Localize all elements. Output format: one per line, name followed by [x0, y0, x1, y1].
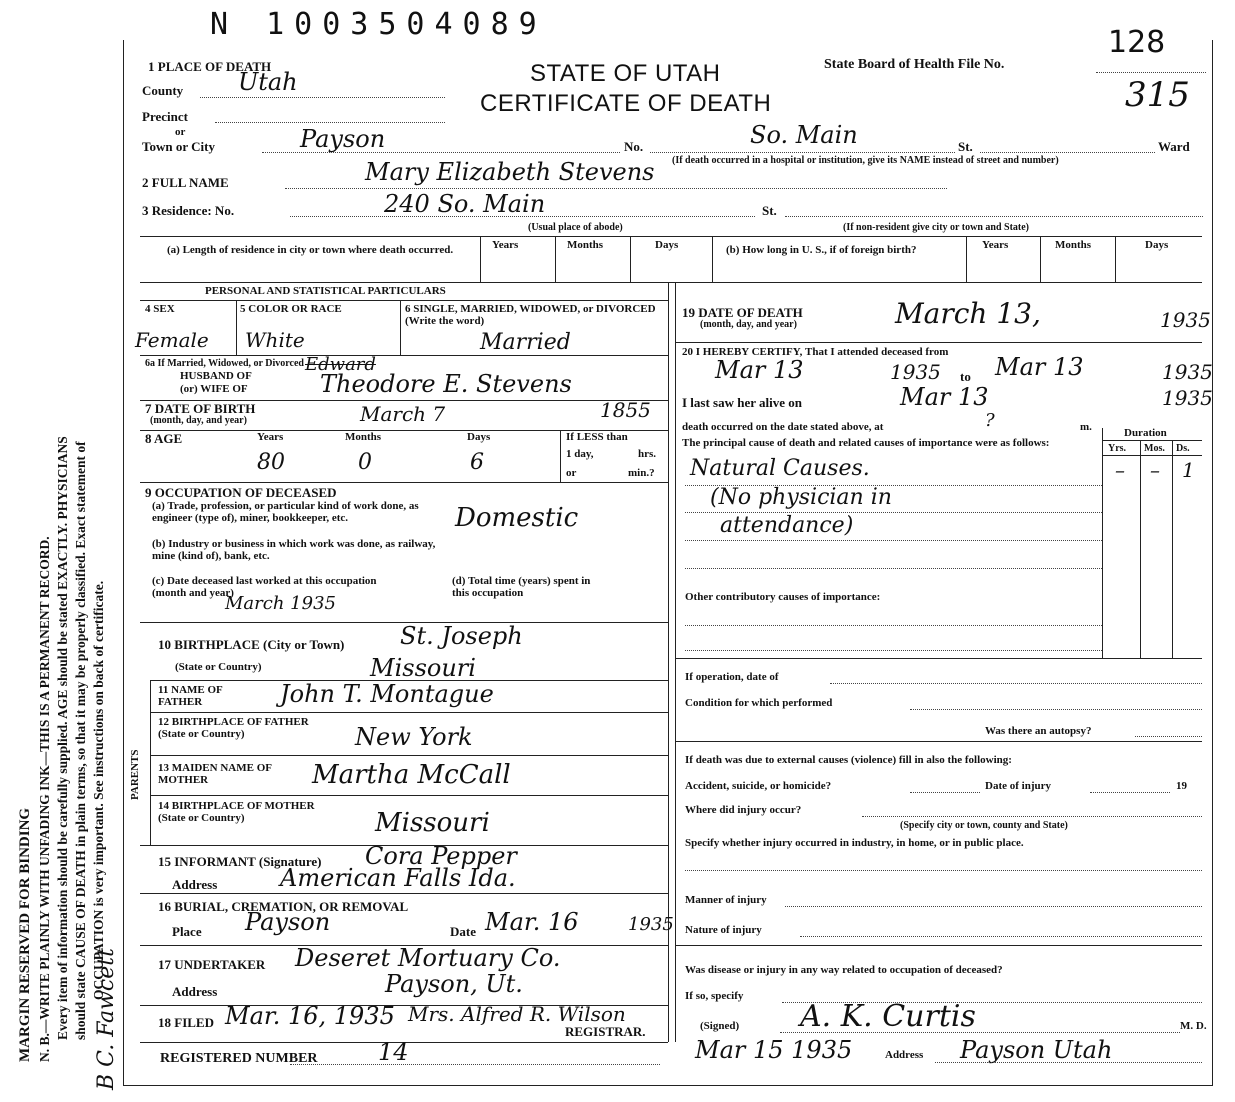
- mother-name: Martha McCall: [312, 760, 511, 790]
- burial-label: 16 BURIAL, CREMATION, OR REMOVAL: [158, 899, 409, 914]
- md-label: M. D.: [1180, 1020, 1207, 1032]
- physician-address: Payson Utah: [960, 1036, 1113, 1064]
- father-name: John T. Montague: [280, 680, 494, 708]
- spouse-label-3: (or) WIFE OF: [180, 383, 248, 395]
- margin-line-2: Every item of information should be carefully supplied. AGE should be stated EXACTLY. PHYSICIANS: [55, 436, 70, 1040]
- registered-number-label: REGISTERED NUMBER: [160, 1051, 318, 1066]
- date-of-death-year: 1935: [1160, 308, 1211, 332]
- last-saw-label: I last saw her alive on: [682, 395, 803, 410]
- ward-label: Ward: [1158, 139, 1190, 154]
- accident-label: Accident, suicide, or homicide?: [685, 780, 832, 792]
- mother-birthplace: Missouri: [375, 808, 490, 838]
- state-title: STATE OF UTAH: [530, 60, 721, 87]
- m-label: m.: [1080, 421, 1092, 433]
- manner-of-injury-label: Manner of injury: [685, 894, 767, 906]
- min-label: min.?: [628, 467, 655, 479]
- usual-abode-note: (Usual place of abode): [528, 222, 623, 233]
- occupation-d-label: (d) Total time (years) spent in this occupation: [452, 575, 591, 599]
- registrar-signature: Mrs. Alfred R. Wilson: [408, 1002, 626, 1026]
- hrs-label: hrs.: [638, 448, 657, 460]
- signed-label: (Signed): [700, 1020, 740, 1032]
- full-name-label: 2 FULL NAME: [142, 175, 229, 190]
- top-number: 128: [1108, 25, 1166, 60]
- specify-city-note: (Specify city or town, county and State): [900, 820, 1068, 831]
- death-hour: ?: [985, 410, 995, 431]
- margin-line-3: should state CAUSE OF DEATH in plain terms, so that it may be properly classified. Exact statement of: [73, 441, 88, 1040]
- lengths-bottom-rule: [140, 282, 1202, 283]
- cause-line-1: Natural Causes.: [690, 456, 870, 481]
- age-label: 8 AGE: [145, 431, 183, 446]
- parents-label: PARENTS: [129, 749, 141, 800]
- duration-days-value: 1: [1182, 458, 1195, 482]
- burial-place-label: Place: [172, 924, 202, 939]
- age-days-value: 6: [470, 450, 484, 475]
- precinct-label: Precinct: [142, 109, 188, 124]
- where-injury-label: Where did injury occur?: [685, 804, 802, 816]
- full-name-value: Mary Elizabeth Stevens: [365, 158, 655, 186]
- last-saw-year: 1935: [1162, 386, 1213, 410]
- town-label: Town or City: [142, 139, 215, 154]
- personal-header-rule: [140, 300, 668, 301]
- last-worked-value: March 1935: [225, 593, 336, 614]
- sex-label: 4 SEX: [145, 303, 175, 315]
- age-years-value: 80: [257, 450, 285, 475]
- occupation-b-label: (b) Industry or business in which work was done, as railway, mine (kind of), bank, etc.: [152, 538, 436, 562]
- attended-from: Mar 13: [715, 356, 804, 384]
- certificate-serial: N 1003504089: [210, 7, 547, 42]
- age-years-label: Years: [257, 431, 284, 443]
- duration-months-value: –: [1150, 458, 1160, 482]
- certificate-title: CERTIFICATE OF DEATH: [480, 90, 772, 117]
- condition-label: Condition for which performed: [685, 697, 833, 709]
- place-of-death-label: 1 PLACE OF DEATH: [148, 59, 272, 74]
- margin-line-4: OCCUPATION is very important. See instructions on back of certificate.: [91, 580, 106, 1000]
- residence-label: 3 Residence: No.: [142, 203, 235, 218]
- certification-date: Mar 15 1935: [695, 1036, 853, 1064]
- age-days-label: Days: [467, 431, 491, 443]
- dob-sub-label: (month, day, and year): [150, 415, 247, 426]
- left-border: [123, 40, 124, 1085]
- physician-address-label: Address: [885, 1049, 924, 1061]
- undertaker-address: Payson, Ut.: [385, 970, 523, 998]
- dob-value: March 7: [360, 402, 446, 426]
- length-residence-label: (a) Length of residence in city or town where death occurred.: [167, 244, 454, 256]
- informant-label: 15 INFORMANT (Signature): [158, 854, 322, 869]
- nature-of-injury-label: Nature of injury: [685, 924, 762, 936]
- operation-label: If operation, date of: [685, 671, 779, 683]
- filed-label: 18 FILED: [158, 1015, 214, 1030]
- occupation-c-label: (c) Date deceased last worked at this occupation (month and year): [152, 575, 377, 599]
- autopsy-label: Was there an autopsy?: [985, 725, 1092, 737]
- burial-place: Payson: [245, 908, 331, 936]
- other-causes-label: Other contributory causes of importance:: [685, 591, 881, 603]
- burial-date: Mar. 16: [485, 908, 579, 936]
- cause-line-3: attendance): [720, 513, 854, 538]
- county-value: Utah: [238, 68, 298, 96]
- or-label: or: [175, 126, 186, 138]
- father-birthplace-label: 12 BIRTHPLACE OF FATHER (State or Country): [158, 716, 309, 740]
- color-value: White: [245, 328, 305, 352]
- cause-line-2: (No physician in: [710, 485, 892, 510]
- marital-value: Married: [480, 330, 571, 355]
- us-days-header: Days: [1145, 239, 1169, 251]
- marital-label: 6 SINGLE, MARRIED, WIDOWED, or DIVORCED (Write the word): [405, 303, 656, 327]
- file-number: 315: [1125, 75, 1190, 115]
- filed-date: Mar. 16, 1935: [225, 1002, 395, 1030]
- external-causes-label: If death was due to external causes (violence) fill in also the following:: [685, 754, 1012, 766]
- if-so-specify-label: If so, specify: [685, 990, 744, 1002]
- age-months-label: Months: [345, 431, 382, 443]
- county-label: County: [142, 83, 184, 98]
- birthplace-label: 10 BIRTHPLACE (City or Town): [158, 637, 345, 652]
- dob-label: 7 DATE OF BIRTH: [145, 401, 256, 416]
- personal-header: PERSONAL AND STATISTICAL PARTICULARS: [205, 285, 446, 297]
- date-of-death-sub: (month, day, and year): [700, 319, 797, 330]
- informant-value: Cora Pepper: [365, 842, 517, 870]
- hospital-note: (If death occurred in a hospital or institution, give its NAME instead of street and number): [672, 155, 1059, 166]
- less-than-label: If LESS than: [566, 431, 628, 443]
- burial-date-label: Date: [450, 924, 476, 939]
- length-days-header: Days: [655, 239, 679, 251]
- date-of-injury-label: Date of injury: [985, 780, 1051, 792]
- dob-year: 1855: [600, 398, 651, 422]
- mother-name-label: 13 MAIDEN NAME OF MOTHER: [158, 762, 272, 786]
- injury-year-label: 19: [1176, 780, 1187, 792]
- color-label: 5 COLOR OR RACE: [240, 303, 342, 315]
- foreign-birth-label: (b) How long in U. S., if of foreign birth?: [726, 244, 917, 256]
- street-no-value: So. Main: [750, 121, 858, 149]
- certify-label: 20 I HEREBY CERTIFY, That I attended deceased from: [682, 346, 949, 358]
- occupation-a-label: (a) Trade, profession, or particular kind of work done, as engineer (type of), miner, bookkeeper, etc.: [152, 500, 419, 524]
- birthplace-city: St. Joseph: [400, 622, 523, 650]
- right-border: [1212, 40, 1213, 1085]
- or-min-label: or: [566, 467, 577, 479]
- last-saw-date: Mar 13: [900, 383, 989, 411]
- to-label: to: [960, 369, 971, 384]
- residence-st-label: St.: [762, 203, 777, 218]
- informant-address: American Falls Ida.: [280, 864, 516, 892]
- margin-line-1: N. B.—WRITE PLAINLY WITH UNFADING INK—THIS IS A PERMANENT RECORD.: [37, 536, 52, 1062]
- street-no-label: No.: [624, 139, 644, 154]
- bottom-border: [123, 1085, 1213, 1086]
- father-name-label: 11 NAME OF FATHER: [158, 684, 223, 708]
- age-months-value: 0: [358, 450, 372, 475]
- date-of-death-value: March 13,: [895, 297, 1041, 330]
- undertaker-value: Deseret Mortuary Co.: [295, 944, 561, 972]
- spouse-label-2: HUSBAND OF: [180, 370, 252, 382]
- death-time-label: death occurred on the date stated above, at: [682, 421, 884, 433]
- residence-value: 240 So. Main: [384, 190, 546, 218]
- attended-to: Mar 13: [995, 353, 1084, 381]
- duration-mos: Mos.: [1144, 443, 1165, 454]
- occupation-value: Domestic: [455, 503, 579, 533]
- sex-value: Female: [135, 328, 209, 352]
- town-value: Payson: [300, 125, 386, 153]
- specify-whether-label: Specify whether injury occurred in industry, in home, or in public place.: [685, 837, 1024, 849]
- spouse-value: Theodore E. Stevens: [320, 370, 572, 398]
- spouse-label-1: 6a If Married, Widowed, or Divorced: [145, 358, 304, 369]
- burial-year: 1935: [628, 914, 674, 935]
- registered-number: 14: [378, 1038, 409, 1066]
- attended-to-year: 1935: [1162, 360, 1213, 384]
- spouse-struck-name: Edward: [305, 354, 376, 375]
- date-of-death-label: 19 DATE OF DEATH: [682, 305, 803, 320]
- mother-birthplace-label: 14 BIRTHPLACE OF MOTHER (State or Country): [158, 800, 315, 824]
- undertaker-label: 17 UNDERTAKER: [158, 957, 266, 972]
- physician-signature: A. K. Curtis: [800, 999, 976, 1034]
- us-years-header: Years: [982, 239, 1009, 251]
- informant-address-label: Address: [172, 877, 218, 892]
- duration-yrs: Yrs.: [1108, 443, 1127, 454]
- duration-ds: Ds.: [1176, 443, 1190, 454]
- attended-from-year: 1935: [890, 360, 941, 384]
- us-months-header: Months: [1055, 239, 1092, 251]
- length-months-header: Months: [567, 239, 604, 251]
- father-birthplace: New York: [355, 723, 473, 751]
- birthplace-state: Missouri: [370, 654, 476, 682]
- occupation-label: 9 OCCUPATION OF DECEASED: [145, 485, 337, 500]
- margin-scrawl: B C. Fawcett: [94, 948, 119, 1090]
- duration-years-value: –: [1115, 458, 1125, 482]
- registrar-label: REGISTRAR.: [565, 1024, 646, 1039]
- less-day-label: 1 day,: [566, 448, 594, 460]
- duration-label: Duration: [1124, 427, 1167, 439]
- binding-margin-text: MARGIN RESERVED FOR BINDING: [17, 807, 33, 1062]
- undertaker-address-label: Address: [172, 984, 218, 999]
- related-occupation-label: Was disease or injury in any way related to occupation of deceased?: [685, 964, 1003, 976]
- st-label: St.: [958, 139, 973, 154]
- lengths-top-rule: [140, 236, 1202, 237]
- file-no-label: State Board of Health File No.: [824, 57, 1005, 72]
- birthplace-state-label: (State or Country): [175, 661, 262, 673]
- length-years-header: Years: [492, 239, 519, 251]
- non-resident-note: (If non-resident give city or town and State): [843, 222, 1030, 233]
- cause-label: The principal cause of death and related causes of importance were as follows:: [682, 437, 1050, 449]
